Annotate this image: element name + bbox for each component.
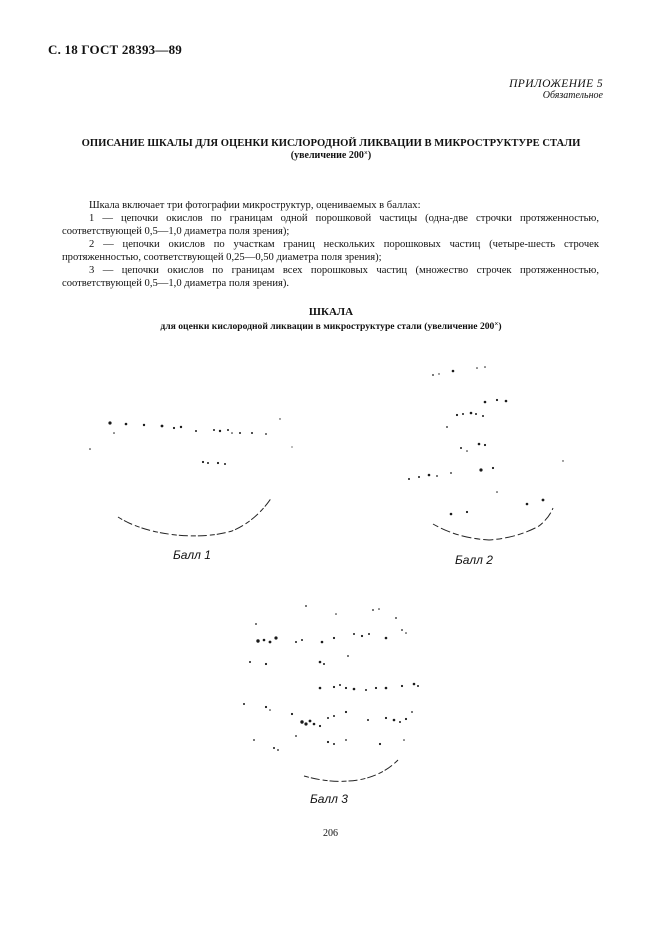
description-item-1: 1 — цепочки окислов по границам одной порошковой частицы (одна-две строчки протяженностью, соответствующей 0,5—1,0 диаметра поля зрения); <box>62 213 599 237</box>
description-text <box>62 199 599 290</box>
micrograph-score-3 <box>236 600 436 790</box>
section-title <box>40 138 622 162</box>
section-title-main: ОПИСАНИЕ ШКАЛЫ ДЛЯ ОЦЕНКИ КИСЛОРОДНОЙ ЛИКВАЦИИ В МИКРОСТРУКТУРЕ СТАЛИ <box>81 138 581 149</box>
figure-label-score-3: Балл 3 <box>310 792 348 806</box>
figure-label-score-1: Балл 1 <box>173 548 211 562</box>
description-item-3: 3 — цепочки окислов по границам всех порошковых частиц (множество строчек протяженностью, соответствующей 0,5—1,0 диаметра поля зрения). <box>62 265 599 289</box>
scale-subtitle: для оценки кислородной ликвации в микроструктуре стали (увеличение 200×) <box>160 320 502 332</box>
micrograph-score-1 <box>80 395 295 545</box>
page-header: С. 18 ГОСТ 28393—89 <box>48 42 182 57</box>
appendix-title: ПРИЛОЖЕНИЕ 5 <box>509 78 603 90</box>
description-intro: Шкала включает три фотографии микроструктур, оцениваемых в баллах: <box>89 200 421 211</box>
scale-heading <box>40 306 622 332</box>
appendix-block <box>509 78 603 101</box>
figure-label-score-2: Балл 2 <box>455 553 493 567</box>
appendix-subtitle: Обязательное <box>542 90 603 101</box>
page-number: 206 <box>323 828 338 839</box>
description-item-2: 2 — цепочки окислов по участкам границ нескольких порошковых частиц (четыре-шесть строчек протяженностью, соответствующей 0,25—0,50 диаметра поля зрения); <box>62 239 599 263</box>
micrograph-score-2 <box>397 358 567 558</box>
section-title-magnification: (увеличение 200×) <box>290 149 372 161</box>
scale-title: ШКАЛА <box>308 306 354 318</box>
